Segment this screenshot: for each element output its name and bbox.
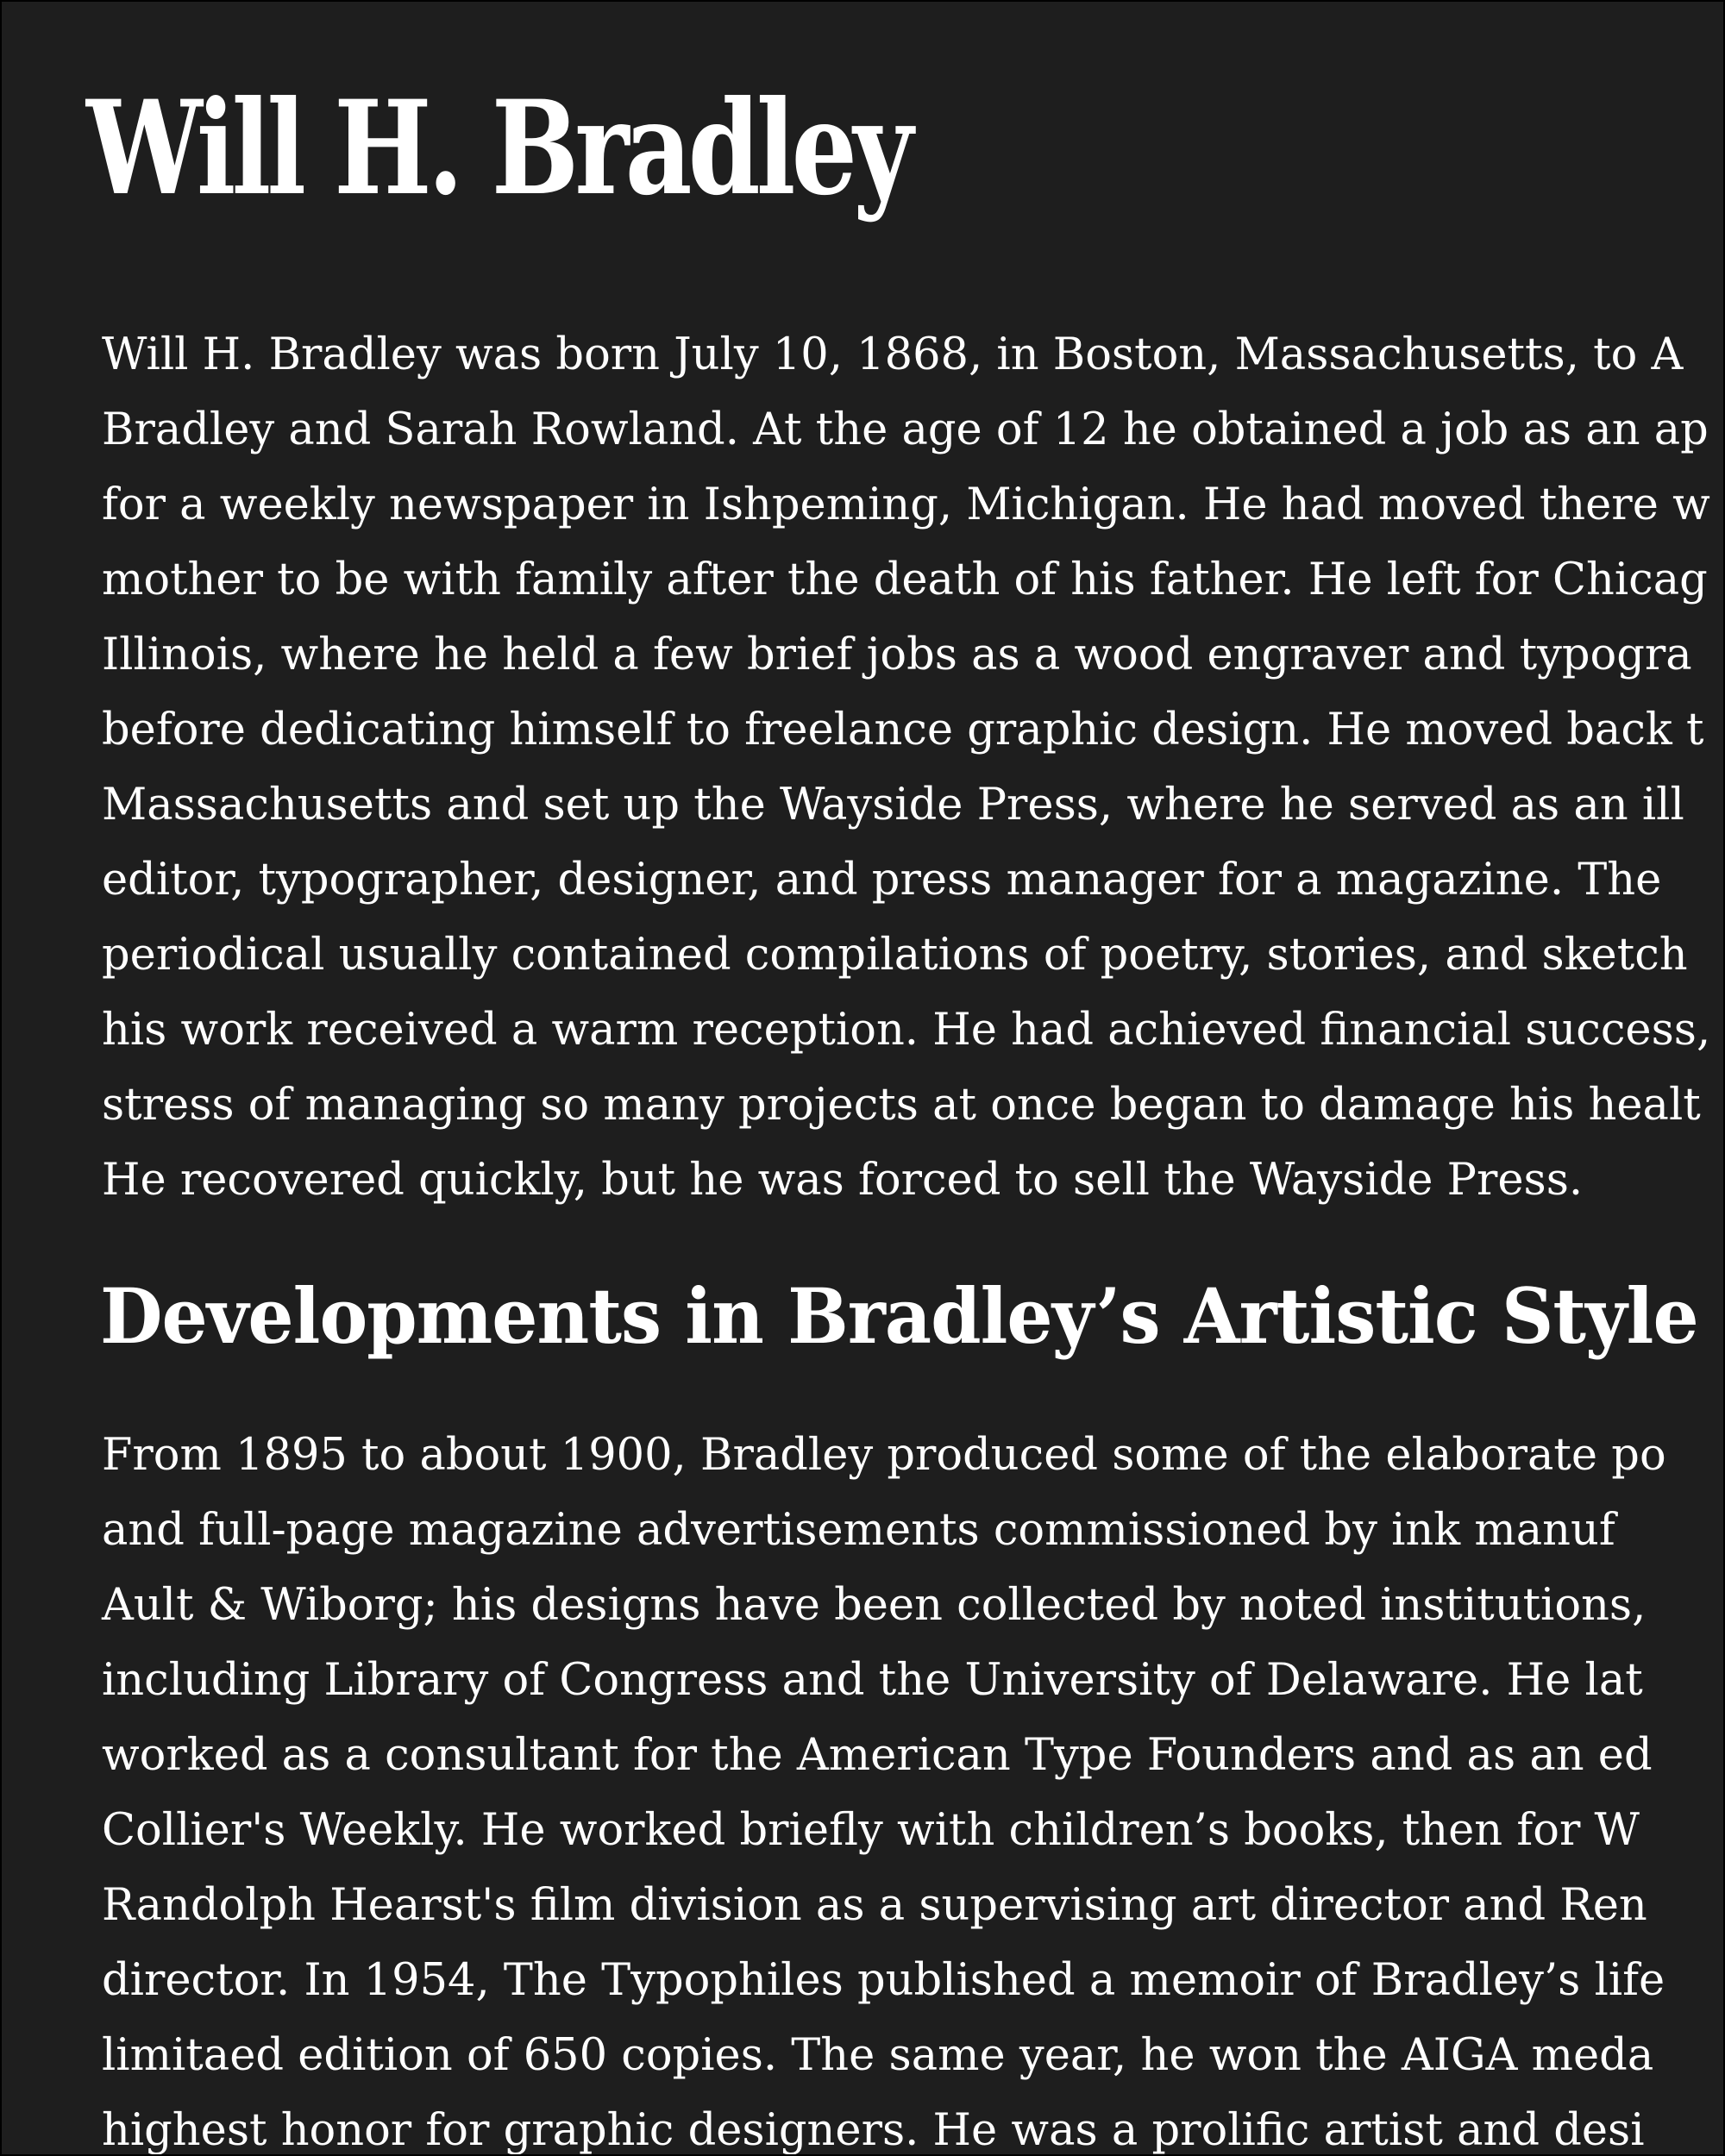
style-paragraph (102, 1418, 1666, 2156)
text-line: his work received a warm reception. He had achieved financial success, (102, 1005, 1711, 1056)
text-line: stress of managing so many projects at once began to damage his healt (102, 1080, 1701, 1131)
text-line: Collier's Weekly. He worked briefly with children’s books, then for W (102, 1805, 1640, 1856)
text-line: From 1895 to about 1900, Bradley produced some of the elaborate po (102, 1430, 1666, 1481)
text-line: Massachusetts and set up the Wayside Press, where he served as an ill (102, 780, 1684, 830)
biography-paragraph (102, 317, 1710, 1218)
text-line: mother to be with family after the death of his father. He left for Chicag (102, 555, 1708, 605)
text-line: He recovered quickly, but he was forced to sell the Wayside Press. (102, 1155, 1584, 1206)
text-line: Ault & Wiborg; his designs have been collected by noted institutions, (102, 1580, 1647, 1631)
text-line: highest honor for graphic designers. He was a prolific artist and desi (102, 2105, 1645, 2156)
section-heading: Developments in Bradley’s Artistic Style (100, 1271, 1698, 1361)
text-line: for a weekly newspaper in Ishpeming, Michigan. He had moved there w (102, 479, 1710, 530)
text-line: and full-page magazine advertisements commissioned by ink manuf (102, 1505, 1615, 1556)
text-line: Bradley and Sarah Rowland. At the age of 12 he obtained a job as an ap (102, 404, 1709, 455)
text-line: editor, typographer, designer, and press manager for a magazine. The (102, 855, 1662, 906)
text-line: director. In 1954, The Typophiles published a memoir of Bradley’s life (102, 1955, 1665, 2006)
text-line: before dedicating himself to freelance graphic design. He moved back t (102, 705, 1704, 755)
text-line: Illinois, where he held a few brief jobs as a wood engraver and typogra (102, 630, 1692, 680)
text-line: including Library of Congress and the University of Delaware. He lat (102, 1655, 1643, 1706)
text-line: Randolph Hearst's film division as a supervising art director and Ren (102, 1880, 1647, 1931)
text-line: limitaed edition of 650 copies. The same year, he won the AIGA meda (102, 2030, 1654, 2081)
page-title: Will H. Bradley (86, 72, 910, 224)
text-line: Will H. Bradley was born July 10, 1868, in Boston, Massachusetts, to A (102, 329, 1684, 380)
text-line: worked as a consultant for the American Type Founders and as an ed (102, 1730, 1653, 1781)
text-line: periodical usually contained compilations of poetry, stories, and sketch (102, 930, 1688, 981)
